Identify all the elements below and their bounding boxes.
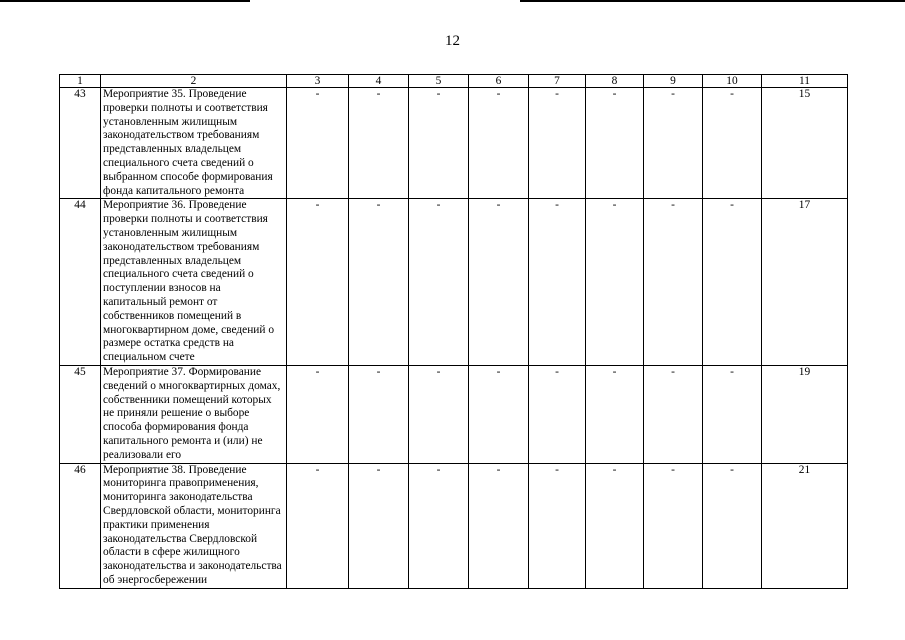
value-cell: - [586, 199, 644, 366]
table-row [60, 365, 848, 463]
value-cell: - [529, 463, 586, 588]
value-cell: - [409, 365, 469, 463]
value-cell: - [349, 365, 409, 463]
value-cell: - [287, 365, 349, 463]
row-number: 46 [60, 463, 101, 588]
value-cell: - [409, 463, 469, 588]
value-cell: - [409, 88, 469, 199]
column-header: 4 [349, 75, 409, 88]
value-cell: - [644, 463, 703, 588]
table-header-row [60, 75, 848, 88]
value-cell: - [349, 88, 409, 199]
measure-description: Мероприятие 38. Проведение мониторинга правоприменения, мониторинга законодательства Свердловской области, мониторинга практики применения законодательства Свердловской области в сфере жилищного законодательства и законодательства об энергосбережении [101, 463, 287, 588]
column-header: 11 [762, 75, 848, 88]
table-row [60, 199, 848, 366]
value-cell: - [409, 199, 469, 366]
value-cell: - [529, 88, 586, 199]
table-row [60, 88, 848, 199]
measures-table [59, 74, 848, 589]
measure-description: Мероприятие 35. Проведение проверки полноты и соответствия установленным жилищным законодательством требованиям представленных владельцем специального счета сведений о выбранном способе формирования фонда капитального ремонта [101, 88, 287, 199]
value-cell: - [469, 463, 529, 588]
value-cell: - [469, 365, 529, 463]
top-border-rule [0, 0, 250, 2]
column-header: 9 [644, 75, 703, 88]
measure-description: Мероприятие 36. Проведение проверки полноты и соответствия установленным жилищным законодательством требованиям представленных владельцем специального счета сведений о поступлении взносов на капитальный ремонт от собственников помещений в многоквартирном доме, сведений о размере остатка средств на специальном счете [101, 199, 287, 366]
target-indicator: 17 [762, 199, 848, 366]
column-header: 10 [703, 75, 762, 88]
row-number: 44 [60, 199, 101, 366]
column-header: 2 [101, 75, 287, 88]
value-cell: - [644, 88, 703, 199]
value-cell: - [349, 463, 409, 588]
value-cell: - [287, 463, 349, 588]
column-header: 7 [529, 75, 586, 88]
table-row [60, 463, 848, 588]
row-number: 43 [60, 88, 101, 199]
page-number: 12 [445, 33, 460, 49]
target-indicator: 15 [762, 88, 848, 199]
column-header: 6 [469, 75, 529, 88]
value-cell: - [469, 88, 529, 199]
target-indicator: 21 [762, 463, 848, 588]
value-cell: - [703, 463, 762, 588]
measure-description: Мероприятие 37. Формирование сведений о многоквартирных домах, собственники помещений которых не приняли решение о выборе способа формирования фонда капитального ремонта и (или) не реализовали его [101, 365, 287, 463]
value-cell: - [703, 365, 762, 463]
value-cell: - [287, 199, 349, 366]
column-header: 8 [586, 75, 644, 88]
value-cell: - [586, 365, 644, 463]
value-cell: - [703, 199, 762, 366]
value-cell: - [703, 88, 762, 199]
value-cell: - [529, 365, 586, 463]
value-cell: - [586, 463, 644, 588]
column-header: 5 [409, 75, 469, 88]
column-header: 3 [287, 75, 349, 88]
column-header: 1 [60, 75, 101, 88]
target-indicator: 19 [762, 365, 848, 463]
value-cell: - [349, 199, 409, 366]
value-cell: - [644, 365, 703, 463]
row-number: 45 [60, 365, 101, 463]
value-cell: - [287, 88, 349, 199]
value-cell: - [469, 199, 529, 366]
value-cell: - [529, 199, 586, 366]
top-border-rule [520, 0, 905, 2]
value-cell: - [644, 199, 703, 366]
value-cell: - [586, 88, 644, 199]
